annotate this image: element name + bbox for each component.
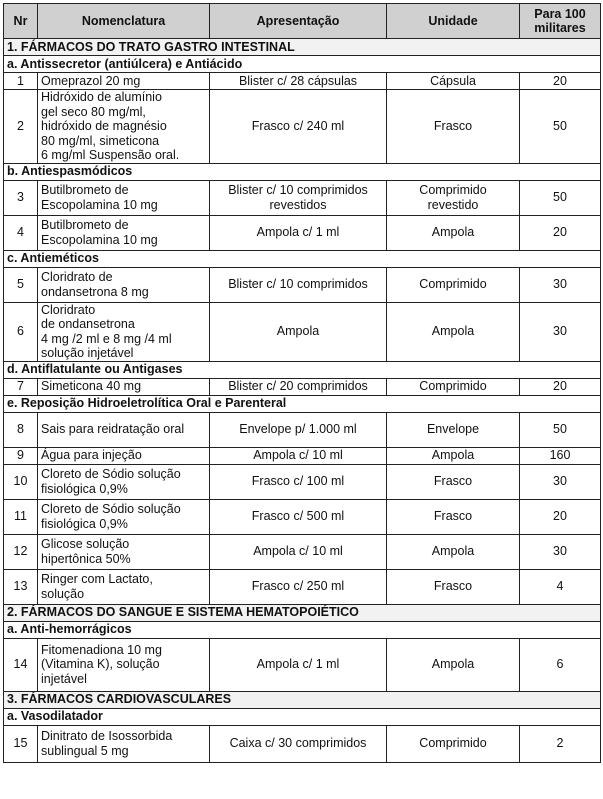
unidade-cell: Comprimido revestido xyxy=(387,180,520,215)
unidade-cell: Ampola xyxy=(387,638,520,691)
nomenclatura-cell: Butilbrometo de Escopolamina 10 mg xyxy=(38,180,210,215)
subsection-title: c. Antieméticos xyxy=(4,250,601,267)
nr-cell: 5 xyxy=(4,267,38,302)
quantidade-cell: 30 xyxy=(520,534,601,569)
unidade-cell: Frasco xyxy=(387,569,520,604)
nomenclatura-cell: Dinitrato de Isossorbida sublingual 5 mg xyxy=(38,725,210,762)
nr-cell: 12 xyxy=(4,534,38,569)
nomenclatura-cell: Butilbrometo de Escopolamina 10 mg xyxy=(38,215,210,250)
table-row xyxy=(4,725,601,762)
quantidade-cell: 20 xyxy=(520,499,601,534)
nomenclatura-cell: Simeticona 40 mg xyxy=(38,378,210,395)
table-row xyxy=(4,534,601,569)
nr-cell: 10 xyxy=(4,464,38,499)
unidade-cell: Comprimido xyxy=(387,267,520,302)
nomenclatura-cell: Cloreto de Sódio solução fisiológica 0,9% xyxy=(38,464,210,499)
table-row xyxy=(4,412,601,447)
table-row xyxy=(4,499,601,534)
table-row xyxy=(4,90,601,164)
table-row xyxy=(4,302,601,361)
apresentacao-cell: Blister c/ 10 comprimidos xyxy=(210,267,387,302)
nr-cell: 15 xyxy=(4,725,38,762)
unidade-cell: Comprimido xyxy=(387,725,520,762)
quantidade-cell: 50 xyxy=(520,90,601,164)
unidade-cell: Frasco xyxy=(387,499,520,534)
quantidade-cell: 30 xyxy=(520,302,601,361)
nomenclatura-cell: Glicose solução hipertônica 50% xyxy=(38,534,210,569)
nr-cell: 9 xyxy=(4,447,38,464)
nr-cell: 8 xyxy=(4,412,38,447)
quantidade-cell: 6 xyxy=(520,638,601,691)
nomenclatura-cell: Ringer com Lactato, solução xyxy=(38,569,210,604)
section-title: 1. FÁRMACOS DO TRATO GASTRO INTESTINAL xyxy=(4,39,601,56)
apresentacao-cell: Ampola c/ 1 ml xyxy=(210,215,387,250)
subsection-row xyxy=(4,708,601,725)
nr-cell: 4 xyxy=(4,215,38,250)
apresentacao-cell: Ampola c/ 10 ml xyxy=(210,447,387,464)
table-row xyxy=(4,215,601,250)
nr-cell: 6 xyxy=(4,302,38,361)
nomenclatura-cell: Hidróxido de alumínio gel seco 80 mg/ml, hidróxido de magnésio 80 mg/ml, simeticona 6 mg/ml Suspensão oral. xyxy=(38,90,210,164)
quantidade-cell: 2 xyxy=(520,725,601,762)
subsection-row xyxy=(4,395,601,412)
unidade-cell: Comprimido xyxy=(387,378,520,395)
section-title: 3. FÁRMACOS CARDIOVASCULARES xyxy=(4,691,601,708)
table-row xyxy=(4,569,601,604)
quantidade-cell: 20 xyxy=(520,215,601,250)
unidade-cell: Ampola xyxy=(387,215,520,250)
quantidade-cell: 50 xyxy=(520,412,601,447)
subsection-row xyxy=(4,250,601,267)
quantidade-cell: 30 xyxy=(520,464,601,499)
nr-cell: 1 xyxy=(4,73,38,90)
subsection-row xyxy=(4,361,601,378)
subsection-title: d. Antiflatulante ou Antigases xyxy=(4,361,601,378)
unidade-cell: Ampola xyxy=(387,534,520,569)
apresentacao-cell: Envelope p/ 1.000 ml xyxy=(210,412,387,447)
table-row xyxy=(4,464,601,499)
subsection-title: a. Antissecretor (antiúlcera) e Antiácido xyxy=(4,56,601,73)
table-row xyxy=(4,180,601,215)
apresentacao-cell: Blister c/ 28 cápsulas xyxy=(210,73,387,90)
quantidade-cell: 160 xyxy=(520,447,601,464)
apresentacao-cell: Ampola c/ 1 ml xyxy=(210,638,387,691)
table-row xyxy=(4,267,601,302)
table-row xyxy=(4,73,601,90)
nr-cell: 13 xyxy=(4,569,38,604)
nomenclatura-cell: Sais para reidratação oral xyxy=(38,412,210,447)
nomenclatura-cell: Omeprazol 20 mg xyxy=(38,73,210,90)
section-row xyxy=(4,691,601,708)
subsection-title: e. Reposição Hidroeletrolítica Oral e Parenteral xyxy=(4,395,601,412)
apresentacao-cell: Frasco c/ 240 ml xyxy=(210,90,387,164)
table-row xyxy=(4,378,601,395)
quantidade-cell: 30 xyxy=(520,267,601,302)
table-row xyxy=(4,638,601,691)
nomenclatura-cell: Cloridrato de ondansetrona 8 mg xyxy=(38,267,210,302)
header-quantidade: Para 100 militares xyxy=(520,4,601,39)
table-row xyxy=(4,447,601,464)
nomenclatura-cell: Cloridrato de ondansetrona 4 mg /2 ml e 8 mg /4 ml solução injetável xyxy=(38,302,210,361)
unidade-cell: Ampola xyxy=(387,447,520,464)
header-unidade: Unidade xyxy=(387,4,520,39)
unidade-cell: Ampola xyxy=(387,302,520,361)
medication-table xyxy=(3,3,601,763)
subsection-row xyxy=(4,163,601,180)
quantidade-cell: 20 xyxy=(520,378,601,395)
quantidade-cell: 50 xyxy=(520,180,601,215)
apresentacao-cell: Blister c/ 10 comprimidos revestidos xyxy=(210,180,387,215)
subsection-row xyxy=(4,56,601,73)
nr-cell: 7 xyxy=(4,378,38,395)
subsection-title: a. Vasodilatador xyxy=(4,708,601,725)
unidade-cell: Frasco xyxy=(387,90,520,164)
subsection-title: b. Antiespasmódicos xyxy=(4,163,601,180)
apresentacao-cell: Ampola xyxy=(210,302,387,361)
apresentacao-cell: Frasco c/ 500 ml xyxy=(210,499,387,534)
apresentacao-cell: Caixa c/ 30 comprimidos xyxy=(210,725,387,762)
subsection-row xyxy=(4,621,601,638)
apresentacao-cell: Frasco c/ 250 ml xyxy=(210,569,387,604)
unidade-cell: Frasco xyxy=(387,464,520,499)
header-nr: Nr xyxy=(4,4,38,39)
apresentacao-cell: Ampola c/ 10 ml xyxy=(210,534,387,569)
nomenclatura-cell: Água para injeção xyxy=(38,447,210,464)
header-row xyxy=(4,4,601,39)
unidade-cell: Envelope xyxy=(387,412,520,447)
header-nomenclatura: Nomenclatura xyxy=(38,4,210,39)
unidade-cell: Cápsula xyxy=(387,73,520,90)
nr-cell: 11 xyxy=(4,499,38,534)
nomenclatura-cell: Cloreto de Sódio solução fisiológica 0,9% xyxy=(38,499,210,534)
apresentacao-cell: Blister c/ 20 comprimidos xyxy=(210,378,387,395)
header-apresentacao: Apresentação xyxy=(210,4,387,39)
nr-cell: 2 xyxy=(4,90,38,164)
section-title: 2. FÁRMACOS DO SANGUE E SISTEMA HEMATOPOIÉTICO xyxy=(4,604,601,621)
quantidade-cell: 4 xyxy=(520,569,601,604)
section-row xyxy=(4,39,601,56)
subsection-title: a. Anti-hemorrágicos xyxy=(4,621,601,638)
nr-cell: 14 xyxy=(4,638,38,691)
apresentacao-cell: Frasco c/ 100 ml xyxy=(210,464,387,499)
section-row xyxy=(4,604,601,621)
nomenclatura-cell: Fitomenadiona 10 mg (Vitamina K), solução injetável xyxy=(38,638,210,691)
quantidade-cell: 20 xyxy=(520,73,601,90)
table-body xyxy=(4,39,601,763)
nr-cell: 3 xyxy=(4,180,38,215)
